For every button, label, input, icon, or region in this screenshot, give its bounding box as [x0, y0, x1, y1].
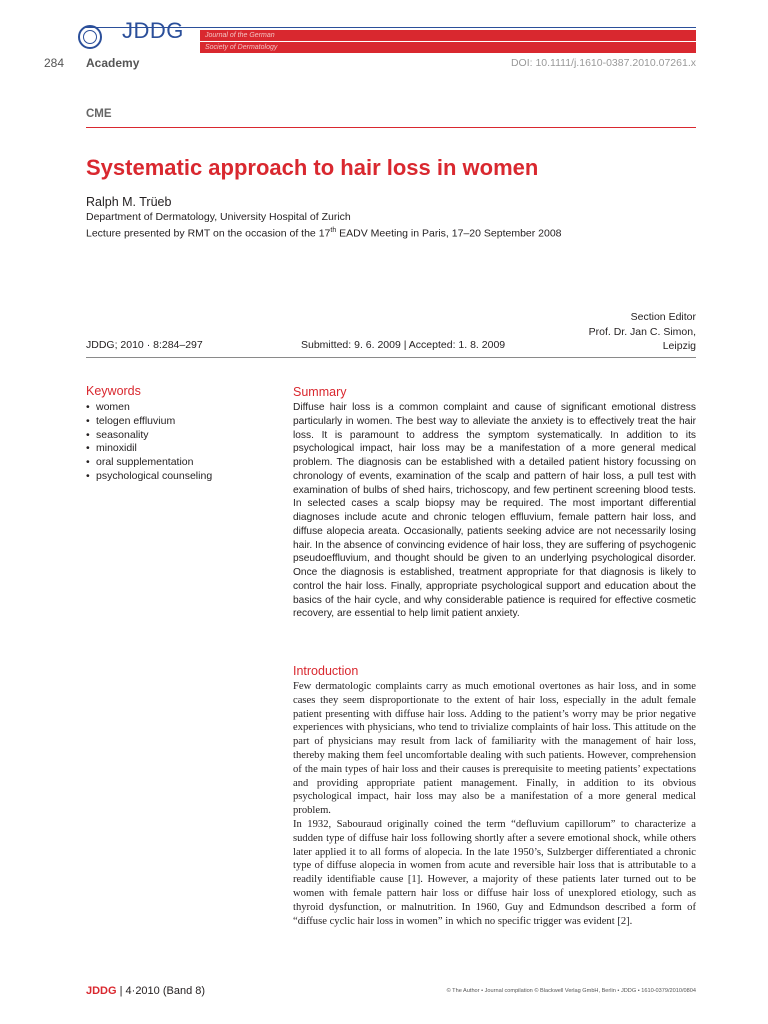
- section-editor-city: Leipzig: [662, 340, 696, 352]
- journal-subtitle-line1: Journal of the German: [205, 32, 275, 39]
- doi-link[interactable]: DOI: 10.1111/j.1610-0387.2010.07261.x: [510, 57, 696, 69]
- keyword-item: • women: [86, 401, 212, 415]
- lecture-note-end: EADV Meeting in Paris, 17–20 September 2008: [336, 227, 562, 240]
- article-title: Systematic approach to hair loss in women: [86, 155, 539, 180]
- lecture-note-start: Lecture presented by RMT on the occasion of the 17: [86, 227, 331, 240]
- journal-brand: JDDG: [122, 18, 184, 43]
- introduction-paragraph: Few dermatologic complaints carry as much emotional overtones as hair loss, and in some cases they seem disproportionate to the extent of hair loss, especially in the adult female patient presenting with diffuse hair loss. Adding to the patient’s worry may be prior negative experiences with physicians, who tend to trivialize complaints of hair loss. This attitude on the part of physicians may result from lack of familiarity with the management of hair loss, thereby making them feel uncomfortable dealing with such patients. However, comprehension of the main types of hair loss and their causes is prerequisite to meeting patients’ expectations and providing appropriate patient management. Finally, in addition to its obvious psychological impact, hair loss may also be a manifestation of a more general medical problem.: [293, 681, 696, 817]
- introduction-body: [293, 680, 696, 928]
- citation: JDDG; 2010 · 8:284–297: [86, 339, 203, 351]
- keyword-item: • seasonality: [86, 429, 212, 443]
- society-logo-icon: [78, 25, 102, 49]
- introduction-heading: Introduction: [293, 664, 359, 678]
- affiliation-line: Department of Dermatology, University Hospital of Zurich: [86, 211, 351, 223]
- lecture-note: [86, 224, 562, 241]
- keywords-list: [86, 401, 212, 484]
- section-editor: [589, 310, 696, 354]
- author-affiliation: [86, 210, 562, 241]
- keyword-item: • psychological counseling: [86, 470, 212, 484]
- section-editor-name: Prof. Dr. Jan C. Simon,: [588, 325, 696, 338]
- footer-issue-number: | 4·2010 (Band 8): [116, 985, 206, 997]
- keyword-item: • telogen effluvium: [86, 415, 212, 429]
- page-number: 284: [44, 56, 65, 70]
- header-divider: [86, 127, 696, 128]
- section-editor-label: Section Editor: [630, 311, 696, 323]
- introduction-paragraph: In 1932, Sabouraud originally coined the term “defluvium capillorum” to characterize a sudden type of diffuse hair loss following shortly after a severe emotional shock, while others later applied it to all forms of alopecia. In the late 1950’s, Sulzberger differentiated a chronic type of diffuse alopecia in women from acute and reversible hair loss that is attributable to a readily identifiable cause [1]. However, a majority of these patients later turned out to be women with female pattern hair loss or diffuse hair loss of unexplored etiology, such as thyroid dysfunction, or malnutrition. In 1960, Guy and Edmundson described a form of “diffuse cyclic hair loss in women” in which no specific trigger was evident [2].: [293, 818, 696, 927]
- summary-text: Diffuse hair loss is a common complaint and cause of significant emotional distress particularly in women. The best way to alleviate the anxiety is to effectively treat the hair loss. It is paramount to address the symptom systematically. In addition to its psychological impact, hair loss may be a manifestation of a more general medical problem. The diagnosis can be established with a detailed patient history focussing on chronology of events, examination of the scalp and pattern of hair loss, a pull test with examination of bulbs of shed hairs, trichoscopy, and few pertinent screening blood tests. In selected cases a scalp biopsy may be required. The most important differential diagnoses include acute and chronic telogen effluvium, female pattern hair loss, and diffuse alopecia areata. Occasionally, patients seeking advice are not necessarily losing hair. In the absence of convincing evidence of hair loss, they are suffering of psychogenic pseudoeffluvium, and thought should be given to an underlying psychological disorder. Once the diagnosis is established, treatment appropriate for that diagnosis is likely to control the hair loss. Finally, appropriate psychological support and education about the basics of the hair cycle, and why considerable patience is required for effective cosmetic recovery, are essential to help limit patient anxiety.: [293, 402, 696, 620]
- section-label: Academy: [86, 56, 140, 70]
- lecture-note-ordinal: th: [330, 227, 337, 234]
- metadata-divider: [86, 357, 696, 358]
- keyword-item: • minoxidil: [86, 442, 212, 456]
- footer-brand: JDDG: [86, 985, 117, 997]
- article-author: Ralph M. Trüeb: [86, 195, 172, 209]
- keyword-item: • oral supplementation: [86, 456, 212, 470]
- footer-copyright: © The Author • Journal compilation © Blackwell Verlag GmbH, Berlin • JDDG • 1610-0379/2010/0804: [446, 988, 696, 994]
- journal-subtitle-line2: Society of Dermatology: [205, 44, 278, 51]
- category-label: CME: [86, 108, 112, 120]
- submission-dates: Submitted: 9. 6. 2009 | Accepted: 1. 8. 2009: [301, 339, 506, 351]
- footer-issue: [86, 985, 205, 997]
- summary-heading: Summary: [293, 385, 347, 399]
- keywords-heading: Keywords: [86, 384, 141, 398]
